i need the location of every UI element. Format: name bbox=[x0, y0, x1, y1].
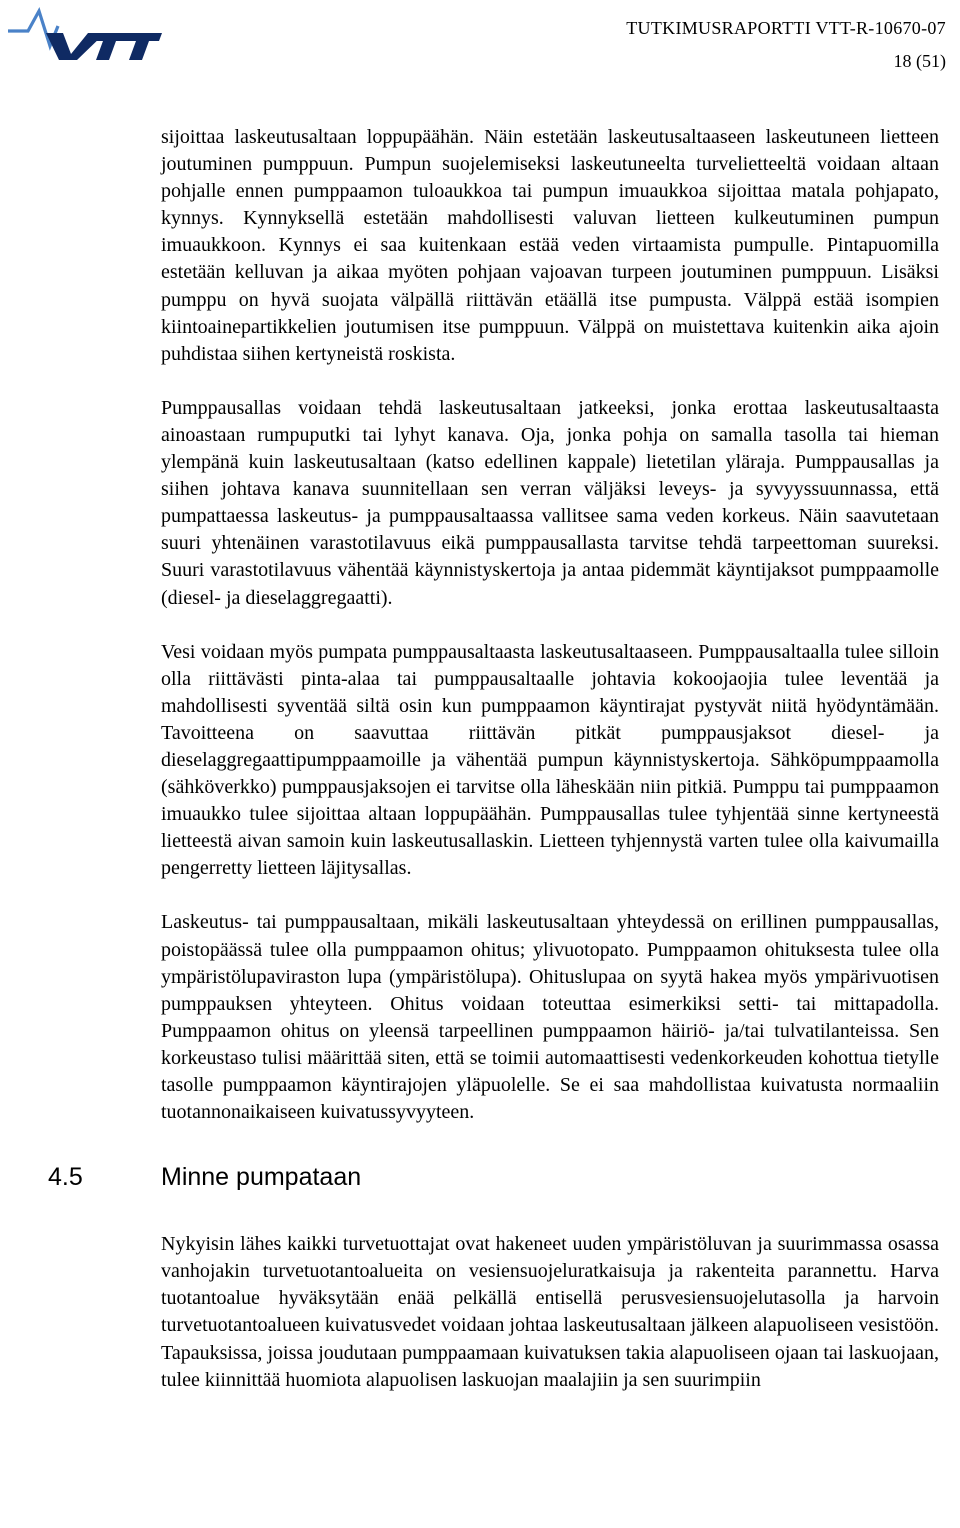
section-title: Minne pumpataan bbox=[161, 1163, 362, 1192]
paragraph: Laskeutus- tai pumppausaltaan, mikäli laskeutusaltaan yhteydessä on erillinen pumppausallas, poistopäässä tulee olla pumppaamon ohitus; ylivuotopato. Pumppaamon ohituksesta tulee olla ympäristölupaviraston lupa (ympäristölupa). Ohituslupaa on syytä hakea myös ympärivuotisen pumppauksen yhteyteen. Ohitus voidaan toteuttaa esimerkiksi setti- tai mittapadolla. Pumppaamon ohitus on yleensä tarpeellinen pumppaamon häiriö- ja/tai tulvatilanteissa. Sen korkeustaso tulisi määrittää siten, että se toimii automaattisesti vedenkorkeuden kohottua tietylle tasolle pumppaamon käyntirajojen yläpuolelle. Se ei saa mahdollistaa kuivatusta normaaliin tuotannonaikaiseen kuivatussyvyyteen. bbox=[161, 911, 939, 1124]
paragraph: Vesi voidaan myös pumpata pumppausaltaasta laskeutusaltaaseen. Pumppausaltaalla tulee silloin olla riittävästi pinta-alaa tai pumppausaltaalle johtavia kokoojaojia tulee leventää ja mahdollisesti syventää siltä osin kun pumppaamon käyntirajat pystyvät niitä hyödyntämään. Tavoitteena on saavuttaa riittävän pitkät pumppausjaksot diesel- ja dieselaggregaattipumppaamoille ja vähentää pumpun käynnistyskertoja. Sähköpumppaamolla (sähköverkko) pumppausjaksojen ei tarvitse olla läheskään niin pitkiä. Pumppu tai pumppaamon imuaukko tulee sijoittaa altaan loppupäähän. Pumppausallas tulee tyhjentää sinne kertyneestä lietteestä aivan samoin kuin laskeutusallaskin. Lietteen tyhjennystä varten tulee olla kaivumailla pengerretty lietteen läjitysallas. bbox=[161, 640, 939, 880]
section-number: 4.5 bbox=[48, 1163, 83, 1192]
report-id: TUTKIMUSRAPORTTI VTT-R-10670-07 bbox=[626, 18, 946, 38]
section-paragraph: Nykyisin lähes kaikki turvetuottajat ovat hakeneet uuden ympäristöluvan ja suurimmassa osassa vanhojakin turvetuotantoalueita on vesiensuojeluratkaisuja ja rakenteita parannettu. Harva tuotantoalue hyväksytään enää pelkällä entisellä perusvesiensuojelutasolla ja harvoin turvetuotantoalueen kuivatusvedet voidaan johtaa laskeutusaltaan jälkeen alapuoliseen vesistöön. Tapauksissa, joissa joudutaan pumppaamaan kuivatuksen takia alapuoliseen ojaan tai laskuojaan, tulee kiinnittää huomiota alapuolisen laskuojan maalajiin ja sen suurimpiin bbox=[161, 1233, 939, 1391]
vtt-logo bbox=[6, 6, 162, 62]
page-number: 18 (51) bbox=[893, 51, 946, 71]
paragraph: sijoittaa laskeutusaltaan loppupäähän. Näin estetään laskeutusaltaaseen laskeutuneen lietteen joutuminen pumppuun. Pumpun suojelemiseksi laskeutuneelta turvelietteeltä voidaan altaan pohjalle ennen pumppaamon tuloaukkoa tai pumpun imuaukkoa sijoittaa matala pohjapato, kynnys. Kynnyksellä estetään mahdollisesti valuvan lietteen kulkeutuminen pumpun imuaukkoon. Kynnys ei saa kuitenkaan estää veden virtaamista pumpulle. Pintapuomilla estetään kelluvan ja aikaa myöten pohjaan vajoavan turpeen joutuminen pumppuun. Lisäksi pumppu on hyvä suojata välpällä riittävän etäällä itse pumpusta. Välppä estää isompien kiintoainepartikkelien joutumisen itse pumppuun. Välppä on muistettava kuitenkin aika ajoin puhdistaa siihen kertyneistä roskista. bbox=[161, 126, 939, 365]
logo-letter-t1 bbox=[88, 33, 130, 60]
paragraph: Pumppausallas voidaan tehdä laskeutusaltaan jatkeeksi, jonka erottaa laskeutusaltaasta ainoastaan rumpuputki tai lyhyt kanava. Oja, jonka pohja on samalla tasolla tai hieman ylempänä kuin laskeutusaltaan (katso edellinen kappale) lietetilan yläraja. Pumppausallas ja siihen johtava kanava suunnitellaan sen verran väljäksi leveys- ja syvyyssuunnassa, että pumpattaessa laskeutus- ja pumppausaltaassa vallitsee sama veden korkeus. Näin saavutetaan suuri yhtenäinen varastotilavuus eikä pumppausallasta tarvitse tehdä tarpeettoman suureksi. Suuri varastotilavuus vähentää käynnistyskertoja ja antaa pidemmät käyntijaksot pumppaamolle (diesel- ja dieselaggregaatti). bbox=[161, 396, 939, 609]
section-heading bbox=[48, 1151, 939, 1205]
logo-letter-t2 bbox=[123, 33, 162, 60]
body-text bbox=[48, 124, 939, 1394]
